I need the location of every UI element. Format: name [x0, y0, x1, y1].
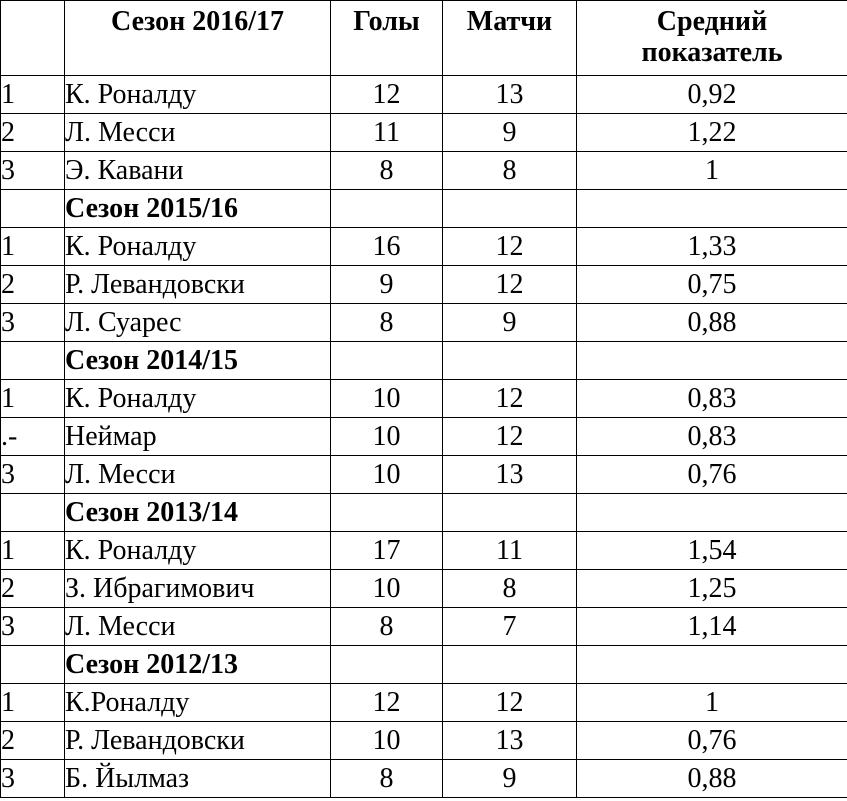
table-row	[1, 266, 847, 304]
average-cell: 1	[577, 152, 847, 190]
player-cell: Л. Месси	[65, 456, 331, 494]
rank-cell: 3	[1, 608, 65, 646]
season-title-empty-cell	[577, 494, 847, 532]
rank-cell: 1	[1, 76, 65, 114]
rank-cell: 3	[1, 304, 65, 342]
season-title: Сезон 2015/16	[65, 190, 331, 228]
rank-cell: 3	[1, 760, 65, 798]
rank-cell: 3	[1, 456, 65, 494]
season-title-row	[1, 494, 847, 532]
season-title-empty-cell	[331, 342, 443, 380]
header-average	[577, 1, 847, 76]
average-cell: 0,75	[577, 266, 847, 304]
goals-cell: 8	[331, 152, 443, 190]
header-rank	[1, 1, 65, 76]
rank-cell: 1	[1, 380, 65, 418]
season-title-row	[1, 190, 847, 228]
goals-cell: 10	[331, 722, 443, 760]
table-row	[1, 114, 847, 152]
season-title-empty-cell	[331, 646, 443, 684]
player-cell: Л. Суарес	[65, 304, 331, 342]
season-title-empty-cell	[577, 646, 847, 684]
goals-cell: 8	[331, 760, 443, 798]
average-cell: 1	[577, 684, 847, 722]
goals-cell: 16	[331, 228, 443, 266]
rank-cell: 1	[1, 684, 65, 722]
matches-cell: 12	[443, 418, 577, 456]
player-cell: К.Роналду	[65, 684, 331, 722]
average-cell: 0,88	[577, 304, 847, 342]
player-cell: К. Роналду	[65, 532, 331, 570]
average-cell: 1,33	[577, 228, 847, 266]
matches-cell: 11	[443, 532, 577, 570]
matches-cell: 8	[443, 152, 577, 190]
player-cell: З. Ибрагимович	[65, 570, 331, 608]
goals-cell: 8	[331, 608, 443, 646]
rank-cell: 2	[1, 114, 65, 152]
table-row	[1, 532, 847, 570]
season-title-empty-cell	[331, 190, 443, 228]
goals-cell: 17	[331, 532, 443, 570]
table-row	[1, 760, 847, 798]
matches-cell: 8	[443, 570, 577, 608]
season-title: Сезон 2014/15	[65, 342, 331, 380]
header-goals: Голы	[331, 1, 443, 76]
player-cell: Л. Месси	[65, 114, 331, 152]
goals-cell: 11	[331, 114, 443, 152]
matches-cell: 12	[443, 266, 577, 304]
goals-cell: 12	[331, 684, 443, 722]
player-cell: К. Роналду	[65, 380, 331, 418]
player-cell: Р. Левандовски	[65, 722, 331, 760]
season-title-empty-cell	[443, 190, 577, 228]
average-cell: 0,92	[577, 76, 847, 114]
season-title-empty-cell	[443, 342, 577, 380]
season-title-row	[1, 646, 847, 684]
player-cell: Б. Йылмаз	[65, 760, 331, 798]
table-row	[1, 570, 847, 608]
player-cell: К. Роналду	[65, 228, 331, 266]
goals-cell: 10	[331, 456, 443, 494]
table-body	[1, 76, 847, 798]
goals-cell: 10	[331, 570, 443, 608]
season-title-empty-cell	[443, 494, 577, 532]
matches-cell: 12	[443, 380, 577, 418]
goals-cell: 10	[331, 418, 443, 456]
table-row	[1, 684, 847, 722]
season-title-empty-cell	[577, 190, 847, 228]
average-cell: 1,14	[577, 608, 847, 646]
table-row	[1, 722, 847, 760]
header-matches: Матчи	[443, 1, 577, 76]
goals-cell: 9	[331, 266, 443, 304]
player-cell: К. Роналду	[65, 76, 331, 114]
matches-cell: 7	[443, 608, 577, 646]
season-title-rank-cell	[1, 342, 65, 380]
matches-cell: 12	[443, 684, 577, 722]
matches-cell: 9	[443, 304, 577, 342]
goals-cell: 8	[331, 304, 443, 342]
average-cell: 0,76	[577, 456, 847, 494]
player-cell: Р. Левандовски	[65, 266, 331, 304]
table-row	[1, 608, 847, 646]
average-cell: 0,88	[577, 760, 847, 798]
season-title-rank-cell	[1, 190, 65, 228]
player-cell: Л. Месси	[65, 608, 331, 646]
average-cell: 0,76	[577, 722, 847, 760]
matches-cell: 12	[443, 228, 577, 266]
table-row	[1, 228, 847, 266]
goals-cell: 12	[331, 76, 443, 114]
player-cell: Неймар	[65, 418, 331, 456]
header-average-text: Средний показатель	[641, 6, 783, 68]
season-title-empty-cell	[331, 494, 443, 532]
header-season: Сезон 2016/17	[65, 1, 331, 76]
average-cell: 0,83	[577, 418, 847, 456]
average-cell: 0,83	[577, 380, 847, 418]
table-row	[1, 304, 847, 342]
table-row	[1, 380, 847, 418]
rank-cell: .-	[1, 418, 65, 456]
season-title-empty-cell	[443, 646, 577, 684]
table-row	[1, 456, 847, 494]
table-row	[1, 152, 847, 190]
rank-cell: 1	[1, 532, 65, 570]
season-title-row	[1, 342, 847, 380]
table-row	[1, 76, 847, 114]
rank-cell: 2	[1, 722, 65, 760]
table-row	[1, 418, 847, 456]
season-title-rank-cell	[1, 646, 65, 684]
season-title-empty-cell	[577, 342, 847, 380]
rank-cell: 2	[1, 266, 65, 304]
season-title: Сезон 2013/14	[65, 494, 331, 532]
season-title: Сезон 2012/13	[65, 646, 331, 684]
matches-cell: 13	[443, 76, 577, 114]
matches-cell: 9	[443, 760, 577, 798]
average-cell: 1,22	[577, 114, 847, 152]
average-cell: 1,54	[577, 532, 847, 570]
rank-cell: 1	[1, 228, 65, 266]
matches-cell: 13	[443, 456, 577, 494]
season-title-rank-cell	[1, 494, 65, 532]
player-cell: Э. Кавани	[65, 152, 331, 190]
table-header-row	[1, 1, 847, 76]
matches-cell: 9	[443, 114, 577, 152]
average-cell: 1,25	[577, 570, 847, 608]
rank-cell: 3	[1, 152, 65, 190]
rank-cell: 2	[1, 570, 65, 608]
goals-cell: 10	[331, 380, 443, 418]
matches-cell: 13	[443, 722, 577, 760]
